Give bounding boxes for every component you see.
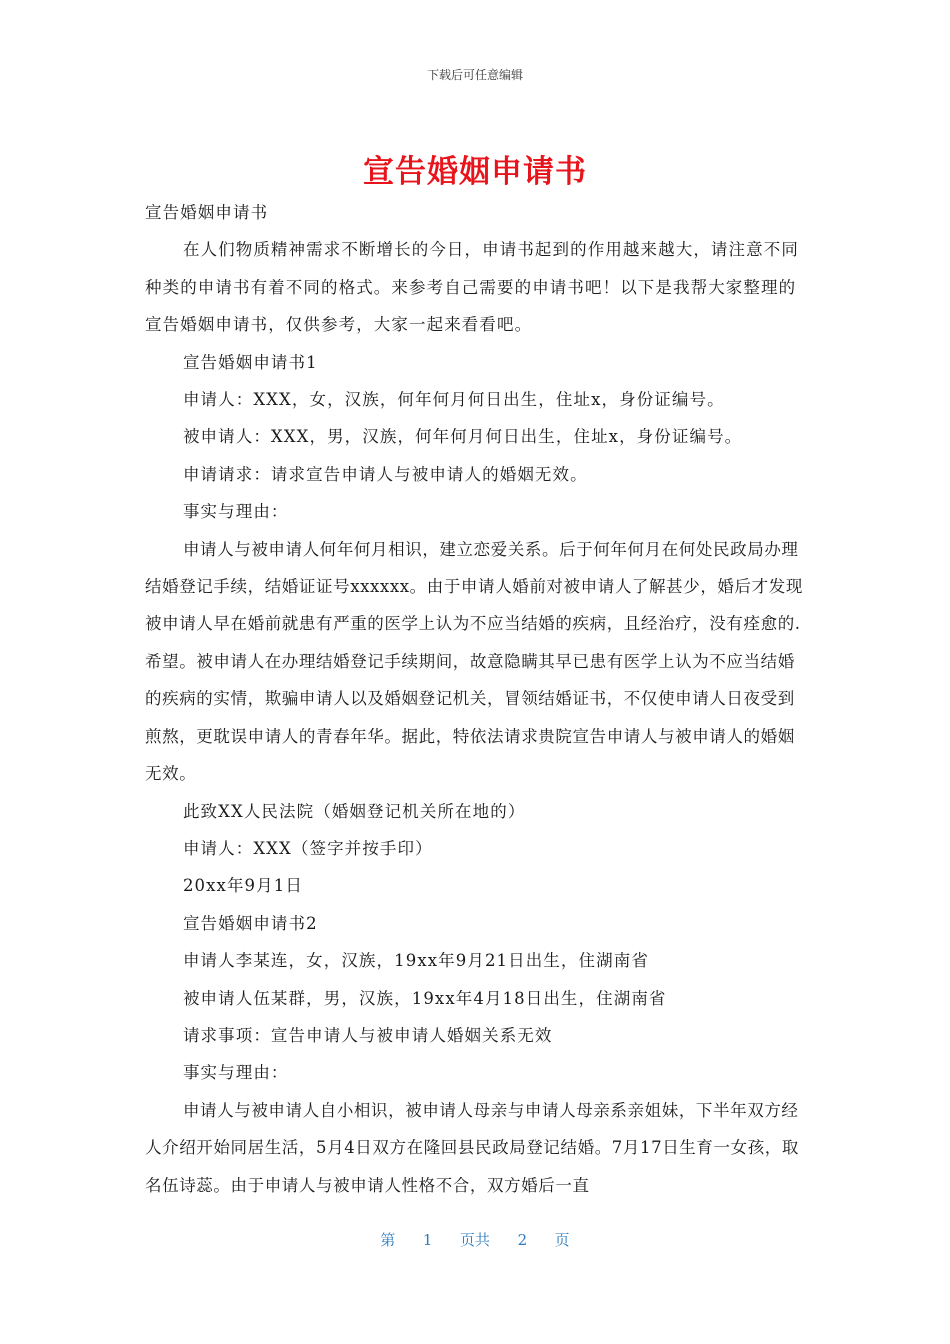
- paragraph-section-1-title: 宣告婚姻申请书1: [182, 352, 318, 372]
- header-note: 下载后可任意编辑: [426, 68, 523, 82]
- paragraph-respondent-2: 被申请人伍某群，男，汉族，19xx年4月18日出生，住湖南省: [182, 988, 667, 1008]
- paragraph-subtitle: 宣告婚姻申请书: [145, 203, 269, 222]
- paragraph-facts-heading-1: 事实与理由：: [182, 502, 289, 522]
- document-body: [145, 194, 805, 1204]
- paragraph-section-2-title: 宣告婚姻申请书2: [182, 913, 318, 933]
- footer-current-page: 1: [422, 1231, 433, 1249]
- document-title: 宣告婚姻申请书: [363, 154, 587, 190]
- paragraph-facts-1: 申请人与被申请人何年何月相识，建立恋爱关系。后于何年何月在何处民政局办理结婚登记手续，结婚证证号xxxxxx。由于申请人婚前对被申请人了解甚少，婚后才发现被申请人早在婚前就患有严重的医学上认为不应当结婚的疾病，且经治疗，没有痊愈的.希望。被申请人在办理结婚登记手续期间，故意隐瞒其早已患有医学上认为不应当结婚的疾病的实情，欺骗申请人以及婚姻登记机关，冒领结婚证书，不仅使申请人日夜受到煎熬，更耽误申请人的青春年华。据此，特依法请求贵院宣告申请人与被申请人的婚姻无效。: [145, 539, 803, 784]
- paragraph-request-1: 申请请求：请求宣告申请人与被申请人的婚姻无效。: [182, 464, 588, 484]
- paragraph-signature-1: 申请人：XXX（签字并按手印）: [182, 838, 433, 858]
- paragraph-respondent-1: 被申请人：XXX，男，汉族，何年何月何日出生，住址x，身份证编号。: [182, 427, 743, 447]
- footer-label-middle: 页共: [459, 1231, 490, 1249]
- paragraph-request-2: 请求事项：宣告申请人与被申请人婚姻关系无效: [182, 1025, 553, 1045]
- paragraph-facts-2: 申请人与被申请人自小相识，被申请人母亲与申请人母亲系亲姐妹，下半年双方经人介绍开始同居生活，5月4日双方在隆回县民政局登记结婚。7月17日生育一女孩，取名伍诗蕊。由于申请人与被申请人性格不合，双方婚后一直: [145, 1100, 799, 1195]
- paragraph-intro: 在人们物质精神需求不断增长的今日，申请书起到的作用越来越大，请注意不同种类的申请书有着不同的格式。来参考自己需要的申请书吧！以下是我帮大家整理的宣告婚姻申请书，仅供参考，大家一起来看看吧。: [145, 240, 799, 335]
- paragraph-applicant-1: 申请人：XXX，女，汉族，何年何月何日出生，住址x，身份证编号。: [182, 390, 725, 410]
- paragraph-facts-heading-2: 事实与理由：: [182, 1063, 289, 1083]
- footer-total-pages: 2: [517, 1231, 528, 1249]
- paragraph-court-1: 此致XX人民法院（婚姻登记机关所在地的）: [182, 801, 526, 821]
- paragraph-applicant-2: 申请人李某连，女，汉族，19xx年9月21日出生，住湖南省: [182, 951, 649, 971]
- paragraph-date-1: 20xx年9月1日: [182, 876, 303, 896]
- footer-label-end: 页: [554, 1231, 570, 1249]
- footer-label-start: 第: [380, 1231, 396, 1249]
- page-footer: [0, 1229, 950, 1250]
